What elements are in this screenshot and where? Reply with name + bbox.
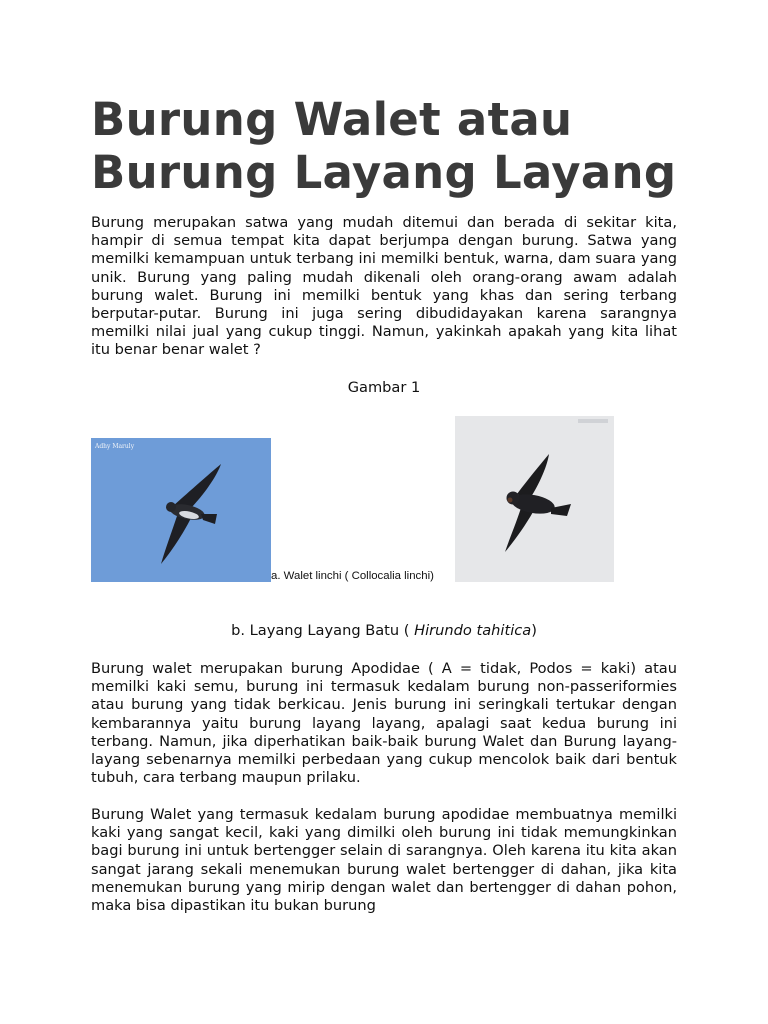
watermark-bar: [578, 419, 608, 423]
apodidae-paragraph: Burung walet merupakan burung Apodidae ( A = tidak, Podos = kaki) atau memilki kaki semu, burung ini termasuk kedalam burung non-passeriformies atau burung yang tidak berkicau. Jenis burung ini seringkali tertukar dengan kembarannya yaitu burung layang layang, apalagi saat kedua burung ini terbang. Namun, jika diperhatikan baik-baik burung Walet dan Burung layang-layang sebenarnya memilki perbedaan yang cukup mencolok baik dari bentuk tubuh, cara terbang maupun prilaku.: [91, 660, 677, 787]
photo-a-caption: a. Walet linchi ( Collocalia linchi): [271, 570, 434, 582]
photo-b-caption: [91, 622, 677, 640]
caption-suffix: ): [531, 622, 537, 639]
swiftlet-photo: [91, 438, 271, 582]
photo-credit: Adhy Maruly: [95, 443, 135, 450]
caption-prefix: b. Layang Layang Batu (: [231, 622, 415, 639]
figure-label: Gambar 1: [347, 379, 421, 396]
intro-paragraph: Burung merupakan satwa yang mudah ditemui dan berada di sekitar kita, hampir di semua tempat kita dapat berjumpa dengan burung. Satwa yang memilki kemampuan untuk terbang ini memilki bentuk, warna, dam suara yang unik. Burung yang paling mudah dikenali oleh orang-orang awam adalah burung walet. Burung ini memilki bentuk yang khas dan sering terbang berputar-putar. Burung ini juga sering dibudidayakan karena sarangnya memilki nilai jual yang cukup tinggi. Namun, yakinkah apakah yang kita lihat itu benar benar walet ?: [91, 214, 677, 359]
feet-paragraph: Burung Walet yang termasuk kedalam burung apodidae membuatnya memilki kaki yang sangat kecil, kaki yang dimilki oleh burung ini tidak memungkinkan bagi burung ini untuk bertengger selain di sarangnya. Oleh karena itu kita akan sangat jarang sekali menemukan burung walet bertengger di dahan, jika kita menemukan burung yang mirip dengan walet dan bertengger di dahan pohon, maka bisa dipastikan itu bukan burung: [91, 806, 677, 915]
swallow-photo: [455, 416, 614, 582]
swallow-bird-icon: [455, 416, 614, 582]
document-page: [91, 0, 677, 1024]
document-title: Burung Walet atau Burung Layang Layang: [91, 93, 677, 199]
swiftlet-bird-icon: [91, 438, 271, 582]
caption-species: Hirundo tahitica: [414, 622, 532, 639]
